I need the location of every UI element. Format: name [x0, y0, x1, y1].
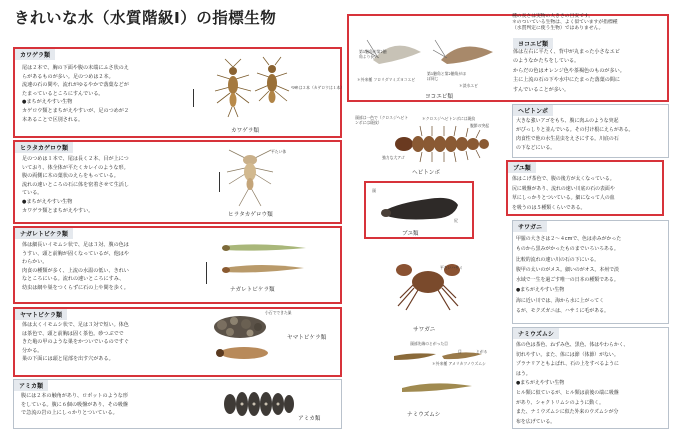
kawagera-card [13, 47, 345, 138]
amika-illustration [222, 382, 302, 426]
namuzu-annot-4: とがる [476, 349, 488, 354]
buyu-illustration [378, 189, 464, 229]
hebitonbo-caption: ヘビトンボ [412, 170, 440, 176]
namuzu-card [512, 327, 669, 429]
buyu-header: ブユ類 [508, 162, 536, 173]
hebitonbo-annot-1: 頭部は一色で（クロスジヘビトンボには斑紋） [355, 115, 409, 125]
hiratakagerou-caption: ヒラタカゲロウ類 [228, 212, 273, 218]
hebitonbo-annot-3: 腹節の突起 [470, 123, 489, 128]
hiratakagerou-scale [219, 172, 220, 192]
buyu-caption: ブユ類 [402, 231, 419, 237]
kawagera-text: 尾は２本で、胸の下面や腹の末端にふさ状のえ らがあるものが多い。足のつめは２本。 流速の石の間や、流れがゆるやかで落葉などが たまっているところにすんでいる。 ●まちがえやすい生物 カゲロウ類とまちがえやすいが、足のつめが２ 本あることで区別される。 [22, 65, 129, 123]
yamato-caption: ヤマトビケラ類 [287, 335, 327, 341]
kawagera-header: カワゲラ類 [15, 49, 55, 60]
hiratakagerou-card [13, 140, 342, 224]
size-note: 種の長さは実物の大きさの目安です。 ＊のついている生物は、よく似ていますが指標種 （水質判定に使う生物）ではありません。 [512, 14, 618, 31]
buyu-annot-tail: 尻 [454, 218, 458, 223]
yokoebi-annot-3: 第1触角と第2触角がほぼ同じ [427, 71, 467, 81]
yokoebi-annot-2: ＊外来種 フロリダマミズヨコエビ [357, 77, 416, 82]
hiratakagerou-annot: 平たい体 [271, 149, 287, 154]
yokoebi-text: 体は左右に平たく、背中が丸まった小さなエビ のようなかたちをしている。 からだの色はオレンジ色や茶褐色のものが多い。 主に上流の石の下や水中にたまった落葉の間に すんでいることが多い。 [513, 49, 625, 93]
page-title: きれいな水（水質階級Ⅰ）の指標生物 [14, 9, 277, 27]
hebitonbo-annot-2: ＊クロスジヘビトンボには斑紋 [422, 116, 476, 121]
buyu-annot-head: 頭 [372, 188, 376, 193]
sawagani-card [512, 220, 669, 324]
namuzu-caption: ナミウズムシ [407, 412, 441, 418]
hiratakagerou-illustration [225, 148, 295, 208]
sawagani-annot: 平たいハサミ [440, 265, 463, 270]
namuzu-annot-2: ＊外来種 アメリカツノウズムシ [432, 361, 486, 366]
hebitonbo-card [512, 104, 669, 158]
nagare-card [13, 226, 342, 304]
namuzu-illustration [392, 346, 484, 396]
buyu-text: 体はこげ茶色で、腹の後方が太くなっている。 尻に吸盤があり、流れの速い川底の石の表面や 草にしっかりとついている。細になって人の血 を吸うのは５種類くらいである。 [512, 176, 615, 211]
nagare-text: 体は細長いイモムシ状で、足は３対、腹の色は うすい、頭と前胸が固くなっているが、他はや わらかい。 肉食の種類が多く、上流の水温の低い、きれい なところにいる。流れの速いところにすみ、 幼虫は網や巣をつくらずに石の上や間を歩く。 [22, 242, 129, 291]
amika-header: アミカ類 [14, 380, 48, 391]
namuzu-header: ナミウズムシ [513, 328, 559, 339]
kawagera-annot: つめは２本（カゲロウは１本） [291, 85, 345, 90]
hiratakagerou-header: ヒラタカゲロウ類 [15, 142, 73, 153]
yamato-text: 体は太くイモムシ状で、足は３対で短い。体色 は茶色で、頭と前胸は固く茶色。砂つぶでで きた亀の甲のような巣をかついでいるのですぐ 分かる。 巣の下面には頭と尾部を出す穴がある。 [22, 322, 129, 363]
yamato-annot: 小石でできた巣 [265, 310, 292, 315]
kawagera-scale [193, 89, 194, 107]
hiratakagerou-text: 足のつめは１本で、尾は長く２本、目が上につ いており、体全体が平たくカレイのような形。 腹の両側に木の葉状のえらをもっている。 流れの速いところの石に体を密着させて生活し ている。 ●まちがえやすい生物 カワゲラ類とまちがえやすい。 [22, 156, 129, 214]
sawagani-text: 甲羅の大きさは２〜４cmで、色は赤みがかった ものから黒みがかったものまでいろいろある。 比較的流れの速い川の石の下にいる。 腹甲の太いのがメス。細いのがオス。本州で淡 水域で一生を過ごす唯一の日本の種類である。 ●まちがえやすい生物 海に近い川では、海から水に上がってく るが、モクズガニは、ハサミに毛がある。 [516, 236, 622, 315]
hebitonbo-text: 大きな強いアゴをもち、腹に肉ふのような突起 がびっしりと並んでいる。その付け根にえらがある。 肉食性で他の水生昆虫をえさにする。川底の石 の下などにいる。 [516, 118, 634, 151]
namuzu-annot-3: 目 [458, 349, 462, 354]
nagare-caption: ナガレトビケラ類 [230, 287, 275, 293]
kawagera-caption: カワゲラ類 [231, 128, 259, 134]
sawagani-header: サワガニ [513, 221, 547, 232]
buyu-illustration-frame [364, 181, 474, 239]
namuzu-annot-1: 頭部先端のとがった目 [410, 341, 448, 346]
nagare-illustration [220, 238, 310, 278]
namuzu-text: 体の色は茶色、ねずみ色、黒色、体はやわらかく、 切れやすい。また、体には節（体節）がない。 プラナリアともよばれ、石の上をすべるように はう。 ●まちがえやすい生物 ヒル類に似ているが、ヒル類は前後の端に吸盤 があり、シャクトリムシのように動く。 また、ナミウズムシに似た外来のウズムシが分 布を広げている。 [516, 342, 629, 425]
amika-card [13, 379, 342, 429]
amika-caption: アミカ類 [298, 416, 321, 422]
yokoebi-annot-1: 第1触角が第2触角より長い [359, 49, 387, 59]
hebitonbo-header: ヘビトンボ [513, 105, 553, 116]
nagare-header: ナガレトビケラ類 [15, 228, 73, 239]
yokoebi-header: ヨコエビ類 [513, 38, 553, 49]
hebitonbo-annot-4: 強力な大アゴ [382, 155, 405, 160]
amika-text: 腹には２本の触角があり、ロボットのような形 をしている。腹に６個の吸盤があり、その吸盤 で急流の岩の上にしっかりとついている。 [21, 393, 128, 417]
yokoebi-annot-4: ＊淡水エビ [459, 83, 478, 88]
yokoebi-card [347, 14, 669, 102]
yamato-card [13, 307, 342, 377]
yokoebi-caption: ヨコエビ類 [425, 94, 453, 100]
nagare-scale [206, 262, 207, 284]
sawagani-caption: サワガニ [413, 327, 436, 333]
yamato-header: ヤマトビケラ類 [15, 309, 67, 320]
buyu-card [506, 160, 664, 216]
